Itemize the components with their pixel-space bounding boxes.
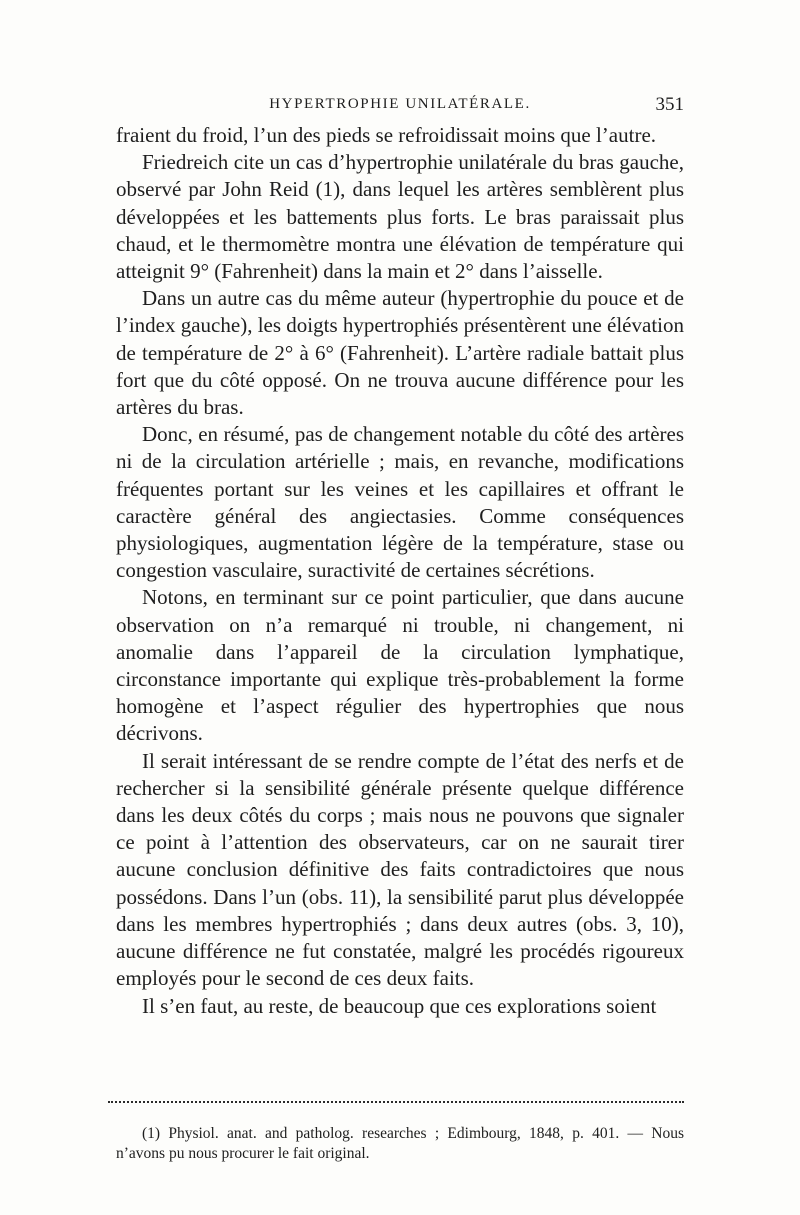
paragraph: Notons, en terminant sur ce point particulier, que dans aucune observation on n’a remarqué ni trouble, ni changement, ni anomalie dans l’appareil de la circulation lymphatique, circonstance importante qui explique très-probablement la forme homogène et l’aspect régulier des hypertrophies que nous décrivons.	[116, 585, 684, 746]
paragraph: fraient du froid, l’un des pieds se refroidissait moins que l’autre.	[116, 123, 657, 147]
page-header	[116, 94, 684, 118]
body-text	[116, 122, 684, 1020]
paragraph: Il s’en faut, au reste, de beaucoup que ces explorations soient	[142, 993, 657, 1018]
footnote: (1) Physiol. anat. and patholog. researches ; Edimbourg, 1848, p. 401. — Nous n’avons pu nous procurer le fait original.	[116, 1125, 684, 1162]
footnotes	[116, 1124, 684, 1164]
running-title: HYPERTROPHIE UNILATÉRALE.	[269, 96, 531, 112]
page-number: 351	[655, 94, 684, 115]
footnote-separator	[108, 1101, 684, 1103]
paragraph: Donc, en résumé, pas de changement notable du côté des artères ni de la circulation artérielle ; mais, en revanche, modifications fréquentes portant sur les veines et les capillaires et offrant le caractère général des angiectasies. Comme conséquences physiologiques, augmentation légère de la température, stase ou congestion vasculaire, suractivité de certaines sécrétions.	[116, 422, 684, 583]
paragraph: Il serait intéressant de se rendre compte de l’état des nerfs et de rechercher si la sensibilité générale présente quelque différence dans les deux côtés du corps ; mais nous ne pouvons que signaler ce point à l’attention des observateurs, car on ne saurait tirer aucune conclusion définitive des faits contradictoires que nous possédons. Dans l’un (obs. 11), la sensibilité parut plus développée dans les membres hypertrophiés ; dans deux autres (obs. 3, 10), aucune différence ne fut constatée, malgré les procédés rigoureux employés pour le second de ces deux faits.	[116, 748, 684, 991]
paragraph: Dans un autre cas du même auteur (hypertrophie du pouce et de l’index gauche), les doigts hypertrophiés présentèrent une élévation de température de 2° à 6° (Fahrenheit). L’artère radiale battait plus fort que du côté opposé. On ne trouva aucune différence pour les artères du bras.	[116, 286, 684, 420]
paragraph: Friedreich cite un cas d’hypertrophie unilatérale du bras gauche, observé par John Reid (1), dans lequel les artères semblèrent plus développées et les battements plus forts. Le bras paraissait plus chaud, et le thermomètre montra une élévation de température qui atteignit 9° (Fahrenheit) dans la main et 2° dans l’aisselle.	[116, 150, 684, 284]
